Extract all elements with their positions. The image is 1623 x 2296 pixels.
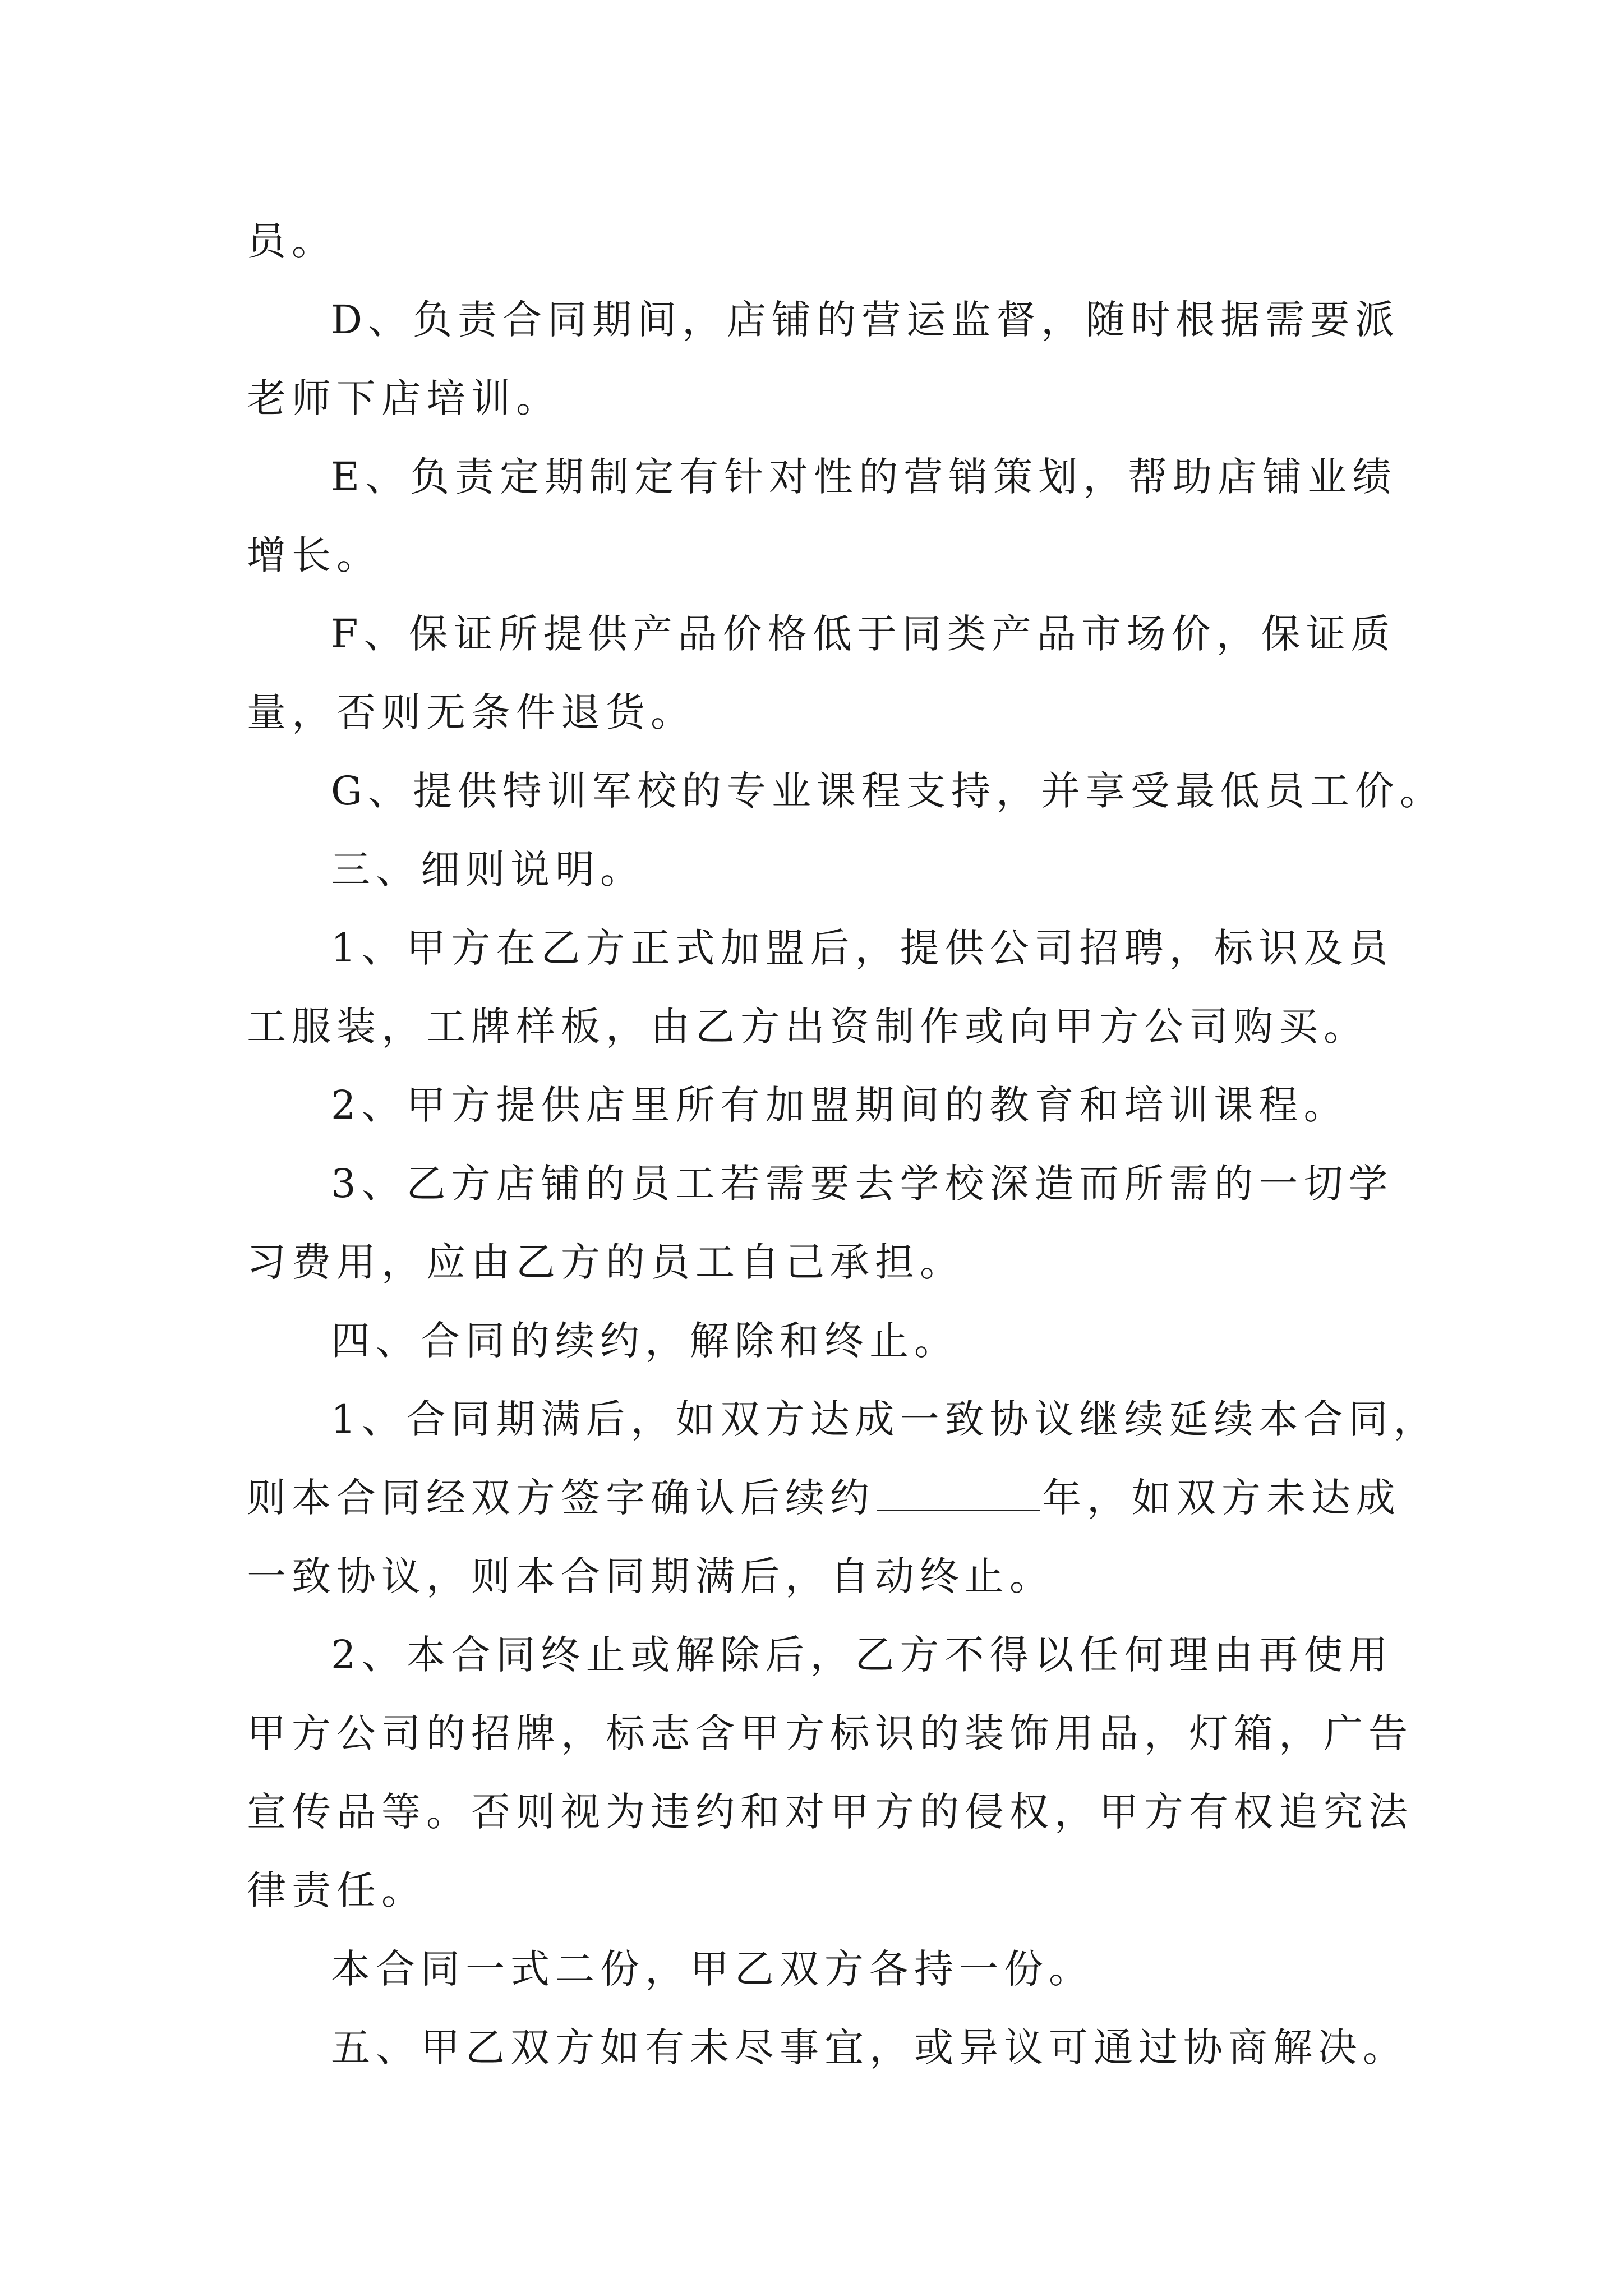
text-line: 员。	[247, 218, 336, 264]
text-fragment: 则本合同经双方签字确认后续约	[247, 1475, 875, 1521]
text-fragment: 年，如双方未达成	[1042, 1475, 1401, 1521]
text-line: 宣传品等。否则视为违约和对甲方的侵权，甲方有权追究法	[247, 1789, 1413, 1835]
text-line: 工服装，工牌样板，由乙方出资制作或向甲方公司购买。	[247, 1004, 1368, 1050]
text-line: G、提供特训军校的专业课程支持，并享受最低员工价。	[331, 768, 1445, 814]
text-line-with-blank	[247, 1470, 1413, 1526]
text-line: 量，否则无条件退货。	[247, 689, 695, 735]
text-line: 老师下店培训。	[247, 375, 561, 421]
text-line: 3、乙方店铺的员工若需要去学校深造而所需的一切学	[331, 1161, 1394, 1207]
text-line: 1、甲方在乙方正式加盟后，提供公司招聘，标识及员	[331, 925, 1394, 971]
fill-in-blank	[877, 1474, 1040, 1511]
text-line: 一致协议，则本合同期满后，自动终止。	[247, 1553, 1054, 1599]
text-line: 习费用，应由乙方的员工自己承担。	[247, 1239, 965, 1285]
section-heading: 五、甲乙双方如有未尽事宜，或异议可通过协商解决。	[331, 2024, 1408, 2070]
text-line: 律责任。	[247, 1867, 426, 1913]
text-line: 1、合同期满后，如双方达成一致协议继续延续本合同，	[331, 1396, 1438, 1442]
text-line: 2、本合同终止或解除后，乙方不得以任何理由再使用	[331, 1632, 1394, 1678]
text-line: F、保证所提供产品价格低于同类产品市场价，保证质	[331, 611, 1396, 657]
text-line: 增长。	[247, 532, 381, 578]
text-line: D、负责合同期间，店铺的营运监督，随时根据需要派	[331, 297, 1400, 343]
text-line: 2、甲方提供店里所有加盟期间的教育和培训课程。	[331, 1082, 1349, 1128]
text-line: E、负责定期制定有针对性的营销策划，帮助店铺业绩	[331, 454, 1398, 500]
section-heading: 三、细则说明。	[331, 846, 645, 892]
section-heading: 四、合同的续约，解除和终止。	[331, 1318, 959, 1364]
text-line: 本合同一式二份，甲乙双方各持一份。	[331, 1946, 1094, 1992]
text-line: 甲方公司的招牌，标志含甲方标识的装饰用品，灯箱，广告	[247, 1710, 1413, 1756]
